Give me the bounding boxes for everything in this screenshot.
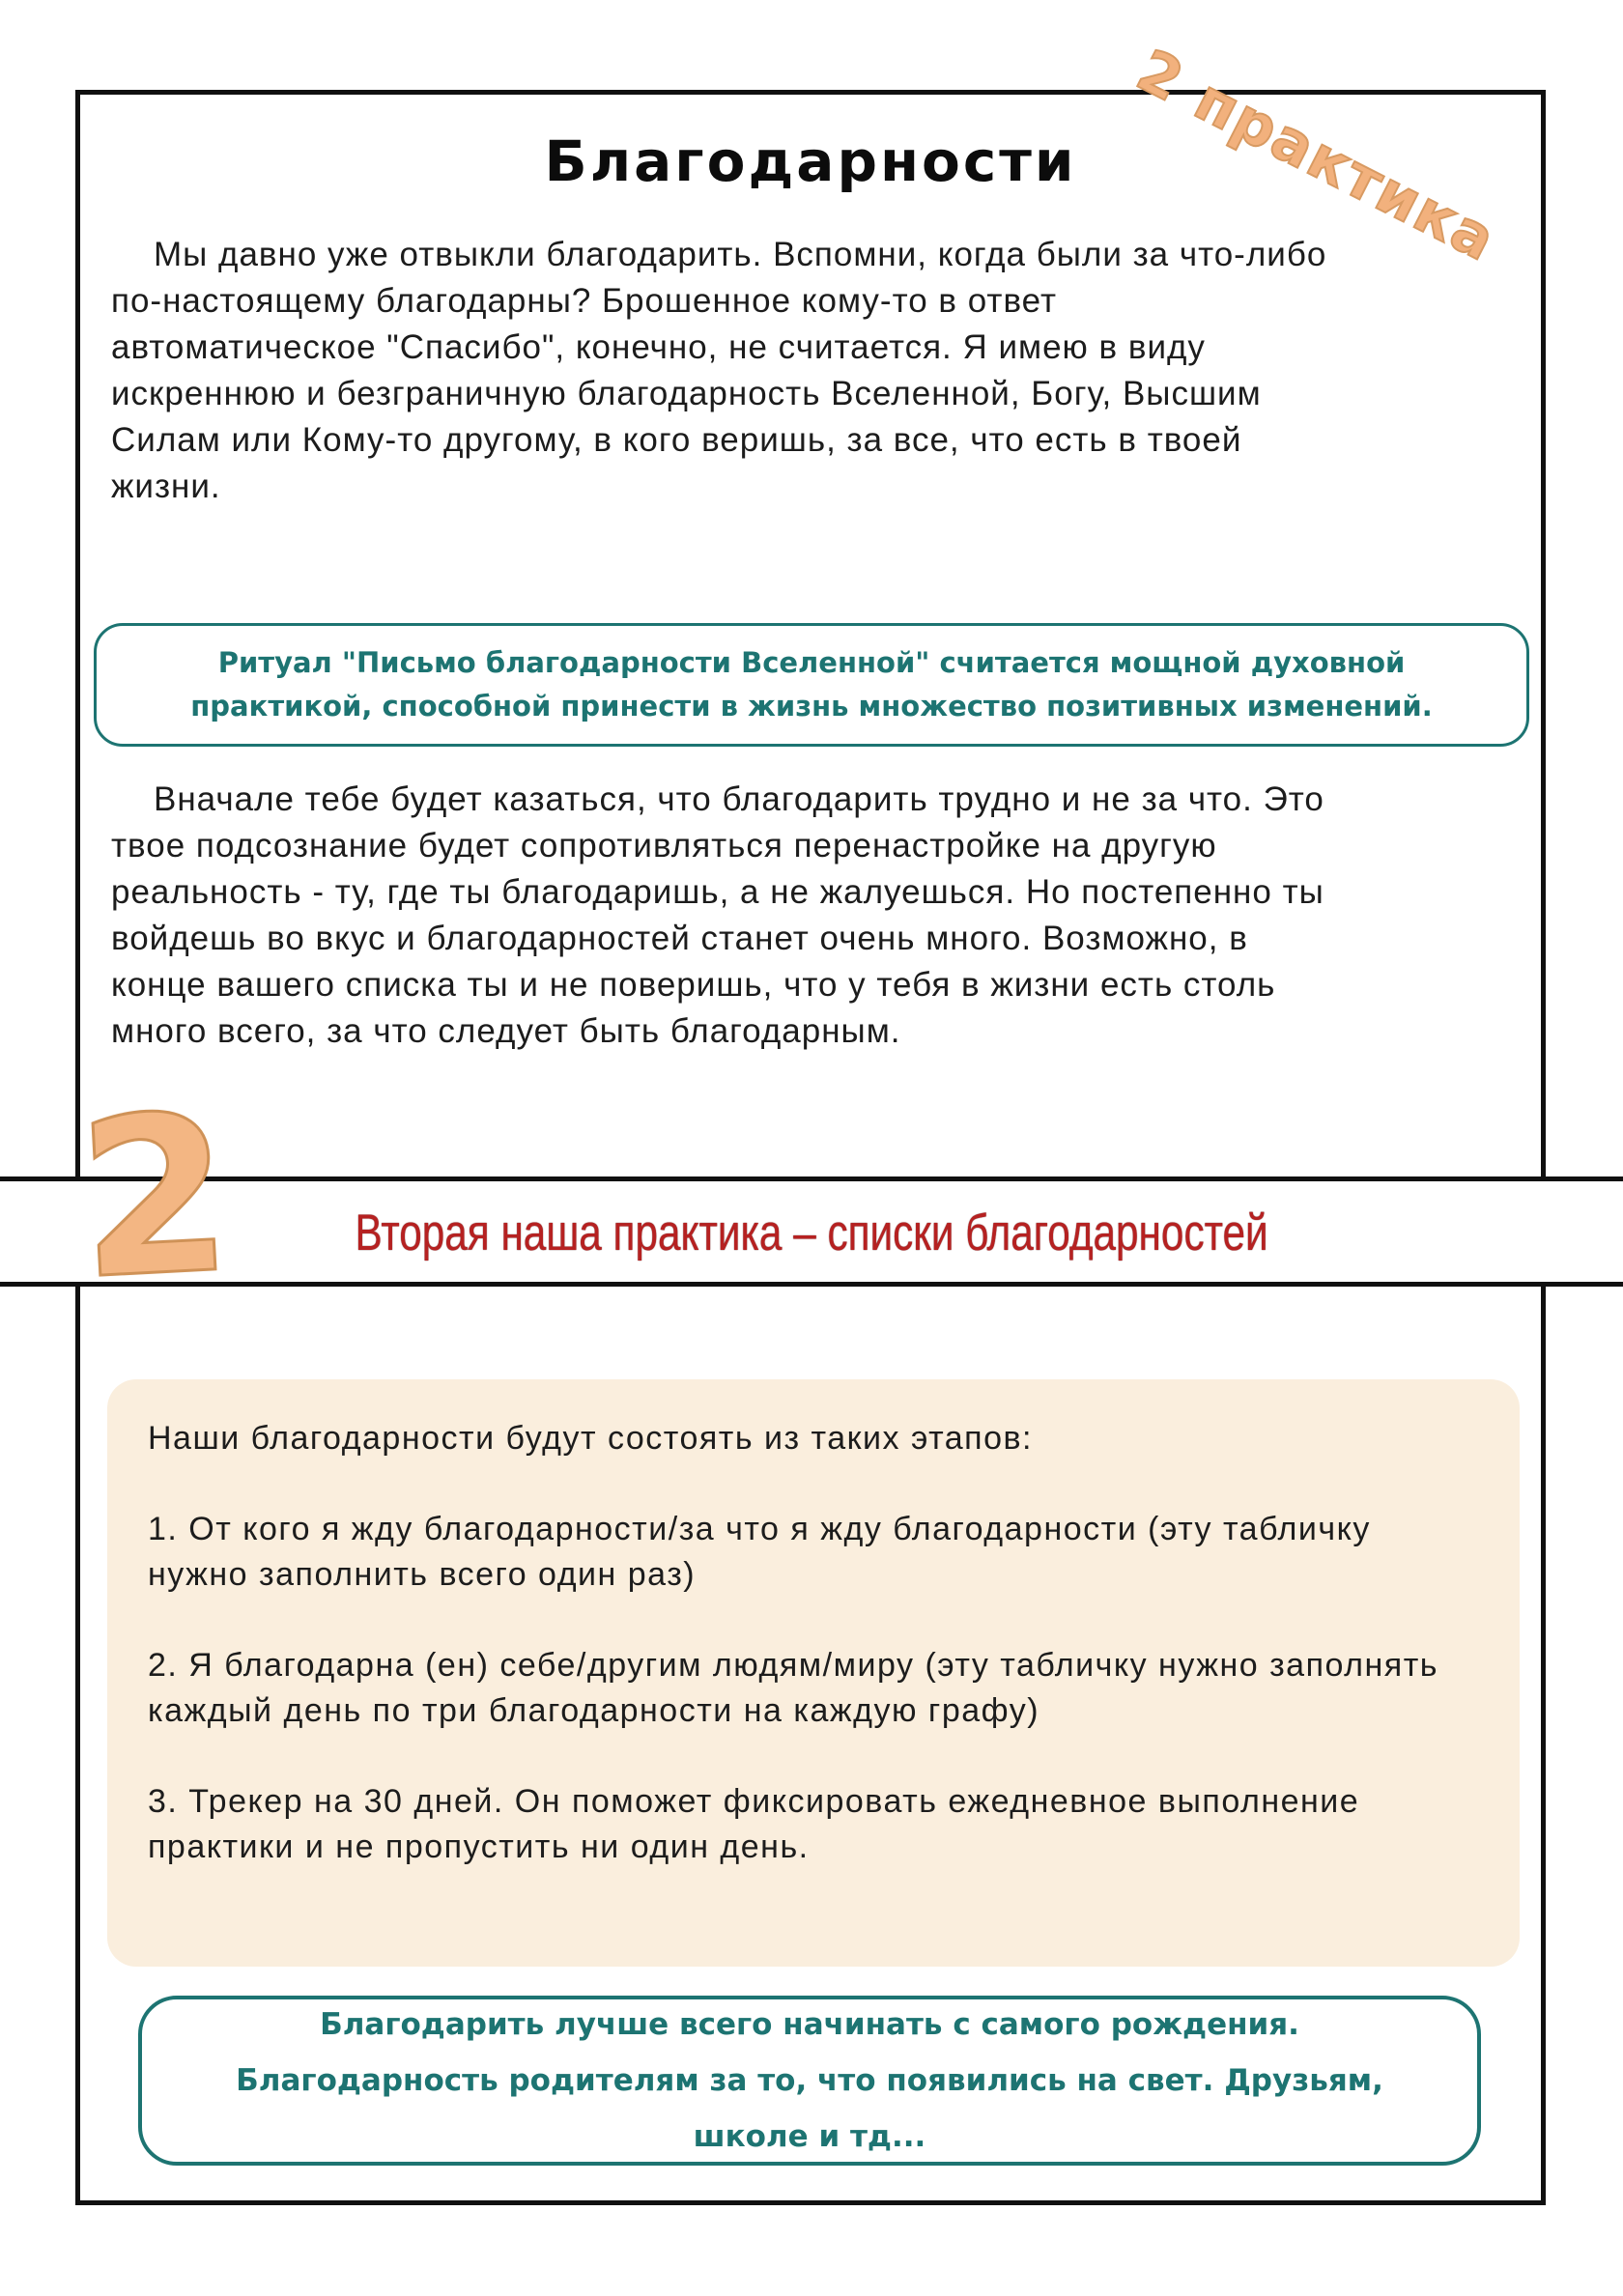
resistance-paragraph: Вначале тебе будет казаться, что благодарить трудно и не за что. Это твое подсознание будет сопротивляться перенастройке на другую реальность - ту, где ты благодаришь, а не жалуешься. Но постепенно ты войдешь во вкус и благодарностей станет очень много. Возможно, в конце вашего списка ты и не поверишь, что у тебя в жизни есть столь много всего, за что следует быть благодарным. xyxy=(111,780,1324,1050)
section-heading: Вторая наша практика – списки благодарностей xyxy=(355,1203,1268,1261)
ritual-callout-box xyxy=(94,623,1529,747)
steps-intro: Наши благодарности будут состоять из таких этапов: xyxy=(148,1420,1034,1457)
intro-paragraph: Мы давно уже отвыкли благодарить. Вспомни, когда были за что-либо по-настоящему благодарны? Брошенное кому-то в ответ автоматическое "Спасибо", конечно, не считается. Я имею в виду искреннюю и безграничную благодарность Вселенной, Богу, Высшим Силам или Кому-то другому, в кого веришь, за все, что есть в твоей жизни. xyxy=(111,236,1327,505)
step-item-1: 1. От кого я жду благодарности/за что я жду благодарности (эту табличку нужно заполнить всего один раз) xyxy=(148,1511,1371,1593)
practice-tag: 2 практика xyxy=(1126,37,1507,275)
page-frame xyxy=(72,90,1546,2205)
steps-box xyxy=(107,1379,1520,1967)
advice-callout-box xyxy=(138,1996,1481,2166)
step-item-2: 2. Я благодарна (ен) себе/другим людям/миру (эту табличку нужно заполнять каждый день по три благодарности на каждую графу) xyxy=(148,1647,1438,1729)
ritual-callout-text: Ритуал "Письмо благодарности Вселенной" считается мощной духовной практикой, способной принести в жизнь множество позитивных изменений. xyxy=(190,646,1433,723)
step-item-3: 3. Трекер на 30 дней. Он поможет фиксировать ежедневное выполнение практики и не пропустить ни один день. xyxy=(148,1783,1360,1865)
page-title: Благодарности xyxy=(544,128,1077,194)
section-banner xyxy=(0,1176,1623,1287)
advice-callout-text: Благодарить лучше всего начинать с самого рождения. Благодарность родителям за то, что появились на свет. Друзьям, школе и тд... xyxy=(236,2007,1383,2154)
section-number: 2 xyxy=(72,1067,238,1328)
